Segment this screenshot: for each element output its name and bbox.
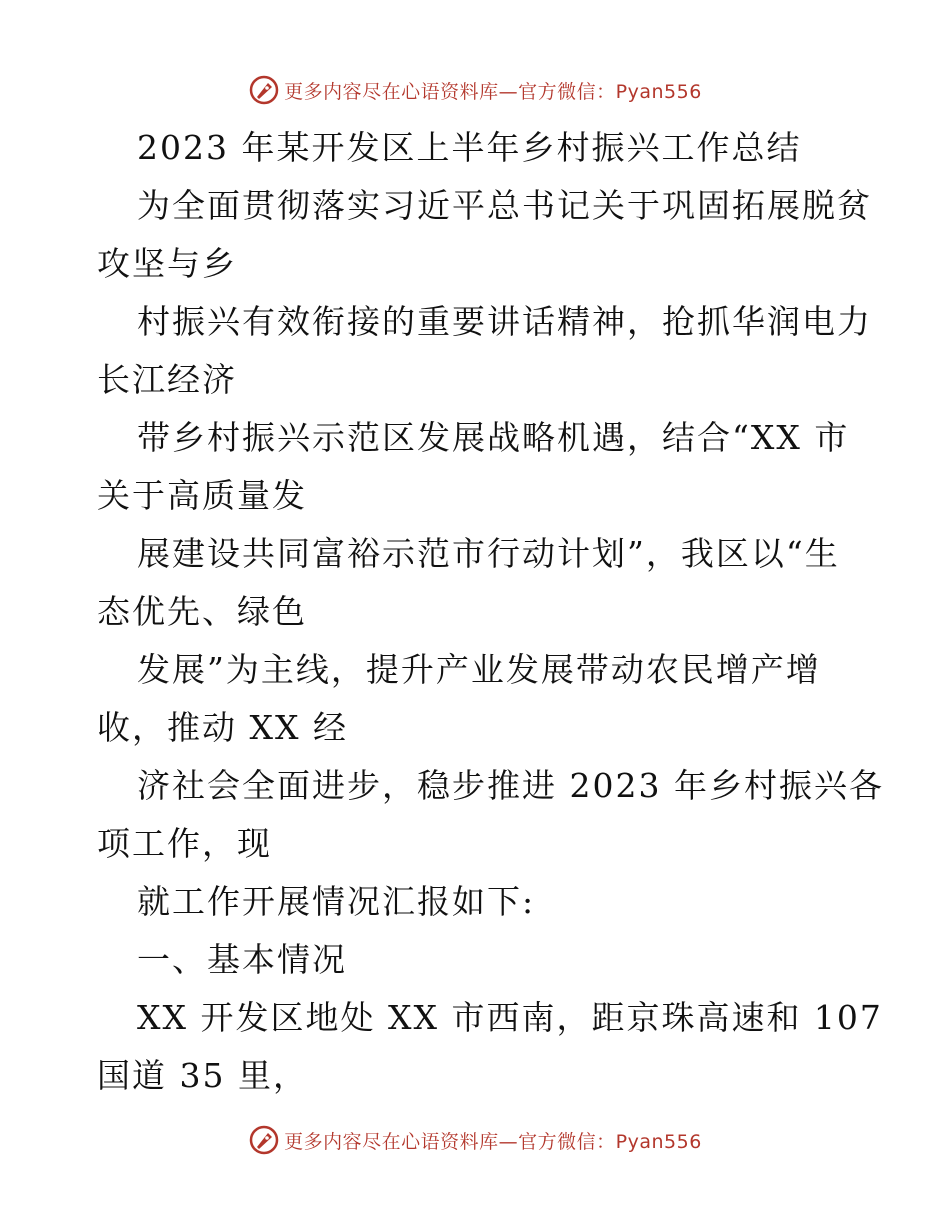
document-title: 2023 年某开发区上半年乡村振兴工作总结 — [137, 128, 802, 167]
paragraph-line: 济社会全面进步，稳步推进 2023 年乡村振兴各 — [137, 766, 884, 805]
footer-banner — [0, 1120, 950, 1160]
paragraph-line: 带乡村振兴示范区发展战略机遇，结合“XX 市 — [137, 418, 850, 457]
paragraph-line: 关于高质量发 — [97, 476, 307, 515]
section-heading: 一、基本情况 — [137, 940, 347, 979]
paragraph-line: XX 开发区地处 XX 市西南，距京珠高速和 107 — [137, 998, 883, 1037]
paragraph-line: 收，推动 XX 经 — [97, 708, 348, 747]
paragraph-line: 国道 35 里， — [97, 1056, 308, 1095]
paragraph-line: 村振兴有效衔接的重要讲话精神，抢抓华润电力 — [137, 302, 872, 341]
paragraph-line: 项工作，现 — [97, 824, 272, 863]
paragraph-line: 攻坚与乡 — [97, 244, 237, 283]
paragraph-line: 态优先、绿色 — [97, 592, 307, 631]
header-banner — [0, 70, 950, 110]
banner-text: 更多内容尽在心语资料库—官方微信：Pyan556 — [284, 80, 702, 103]
banner-text: 更多内容尽在心语资料库—官方微信：Pyan556 — [284, 1130, 702, 1153]
paragraph-line: 就工作开展情况汇报如下: — [137, 882, 536, 921]
pen-nib-logo-icon — [248, 74, 280, 106]
pen-nib-logo-icon — [248, 1124, 280, 1156]
paragraph-line: 展建设共同富裕示范市行动计划”，我区以“生 — [137, 534, 840, 573]
paragraph-line: 为全面贯彻落实习近平总书记关于巩固拓展脱贫 — [137, 186, 872, 225]
paragraph-line: 发展”为主线，提升产业发展带动农民增产增 — [137, 650, 821, 689]
paragraph-line: 长江经济 — [97, 360, 237, 399]
